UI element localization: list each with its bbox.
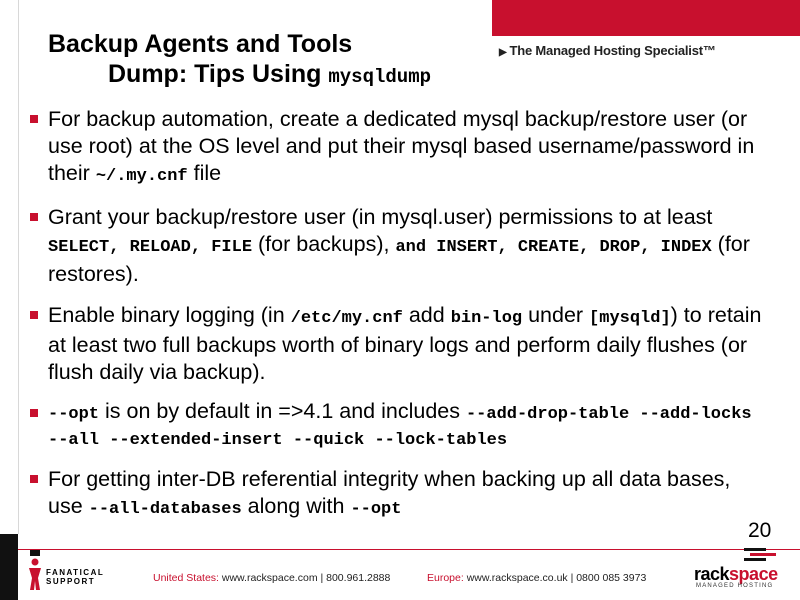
bullet-text: (for backups), — [252, 232, 396, 256]
bullet-item — [30, 302, 770, 386]
footer-us-info: www.rackspace.com | 800.961.2888 — [218, 572, 391, 584]
rackspace-wordmark — [694, 564, 778, 585]
header-red-band — [492, 0, 800, 36]
footer-eu-label: Europe: — [427, 572, 464, 584]
bullet-code: --add-drop-table --add-locks --all --extended-insert --quick --lock-tables — [48, 405, 752, 450]
slide-title: Backup Agents and Tools — [48, 30, 353, 58]
bullet-code: [mysqld] — [589, 309, 671, 328]
subtitle-code: mysqldump — [328, 66, 431, 88]
slide-subtitle — [108, 60, 431, 89]
bullet-code: --opt — [48, 405, 100, 424]
bullet-item — [30, 400, 770, 452]
bullet-square-icon — [30, 409, 38, 417]
bullet-code: bin-log — [450, 309, 523, 328]
footer-us-label: United States: — [153, 572, 219, 584]
bullet-text: add — [402, 303, 451, 327]
bullet-text: ) to retain at least two full backups worth of binary logs and perform daily flushes (or flush daily via backup). — [48, 303, 762, 384]
rackspace-space: space — [729, 564, 778, 584]
tagline — [499, 43, 716, 58]
bullet-square-icon — [30, 213, 38, 221]
play-arrow-icon: ▶ — [499, 47, 507, 58]
bullet-code: /etc/my.cnf — [290, 309, 403, 328]
fanatical-line1: FANATICAL — [46, 568, 105, 577]
bullet-square-icon — [30, 311, 38, 319]
bullet-code: --all-databases — [88, 500, 242, 519]
bullet-square-icon — [30, 475, 38, 483]
footer-us-contact — [153, 572, 390, 584]
fanatical-figure-icon — [28, 550, 42, 590]
bullet-text: under — [522, 303, 590, 327]
bullet-code: ~/.my.cnf — [95, 167, 188, 186]
tagline-text: The Managed Hosting Specialist™ — [509, 43, 716, 58]
rackspace-rack: rack — [694, 564, 730, 584]
bullet-code: and INSERT, CREATE, DROP, INDEX — [395, 238, 712, 257]
footer-eu-info: www.rackspace.co.uk | 0800 085 3973 — [463, 572, 647, 584]
page-number: 20 — [748, 519, 772, 542]
bullet-text: (for restores). — [48, 232, 750, 286]
bullet-item — [30, 204, 770, 288]
bullet-item — [30, 106, 770, 190]
bullet-text: file — [187, 161, 222, 185]
footer-divider — [18, 549, 800, 550]
bullet-item — [30, 466, 770, 523]
bullet-code: --opt — [350, 500, 402, 519]
footer-eu-contact — [427, 572, 646, 584]
bullet-list — [30, 106, 770, 537]
bullet-text: Enable binary logging (in — [48, 303, 291, 327]
bullet-text: is on by default in =>4.1 and includes — [99, 399, 466, 423]
left-accent-bar-bottom — [0, 534, 18, 600]
fanatical-support-logo — [28, 548, 118, 592]
rackspace-logo — [694, 548, 794, 594]
fanatical-line2: SUPPORT — [46, 577, 96, 586]
rackspace-subtitle: MANAGED HOSTING — [696, 583, 774, 589]
bullet-text: Grant your backup/restore user (in mysql.user) permissions to at least — [48, 205, 713, 229]
bullet-square-icon — [30, 115, 38, 123]
subtitle-text: Dump: Tips Using — [108, 60, 329, 88]
rackspace-bars-icon — [744, 548, 776, 562]
bullet-text: For backup automation, create a dedicated mysql backup/restore user (or use root) at the OS level and put their mysql based username/password in their — [48, 107, 755, 185]
fanatical-text — [46, 568, 104, 586]
bullet-code: SELECT, RELOAD, FILE — [48, 238, 253, 257]
bullet-text: along with — [241, 494, 351, 518]
bullet-text: For getting inter-DB referential integrity when backing up all data bases, use — [48, 467, 731, 518]
left-accent-bar — [0, 0, 19, 534]
